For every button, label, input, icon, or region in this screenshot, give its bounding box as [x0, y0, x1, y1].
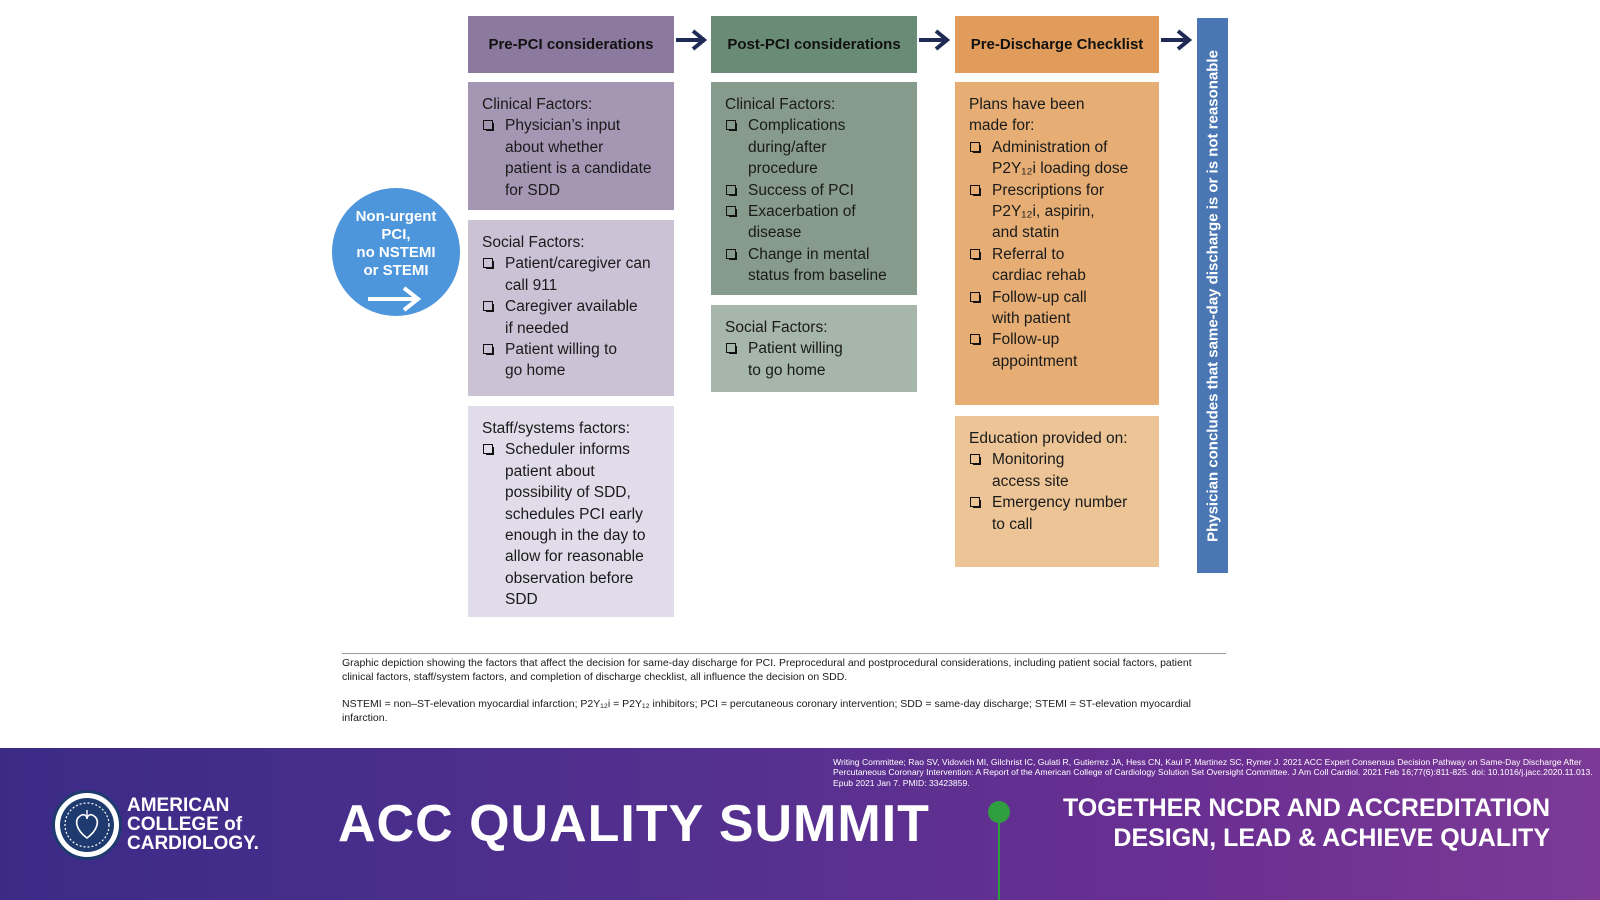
pre-pci-clinical-list [482, 115, 660, 201]
acc-seal-logo [52, 790, 122, 860]
list-item-text: Exacerbation of disease [748, 203, 856, 242]
list-item [969, 287, 1145, 330]
pre-pci-staff-heading: Staff/systems factors: [482, 420, 630, 437]
pre-discharge-education-list [969, 449, 1145, 535]
caption-divider [342, 653, 1226, 654]
caption-abbreviations: NSTEMI = non–ST-elevation myocardial infarction; P2Y₁₂i = P2Y₁₂ inhibitors; PCI = percutaneous coronary intervention; SDD = same-day discharge; STEMI = ST-elevation myocardial infarction. [342, 698, 1191, 724]
list-item [969, 180, 1145, 244]
pre-pci-social-box [468, 220, 674, 396]
pre-pci-staff-box [468, 406, 674, 617]
green-line-accent [998, 822, 1000, 900]
footer-citation: Writing Committee; Rao SV, Vidovich MI, Gilchrist IC, Gulati R, Gutierrez JA, Hess CN, Kaul P, Martinez SC, Rymer J. 2021 ACC Expert Consensus Decision Pathway on Same-Day Discharge After Percutaneous Coronary Intervention: A Report of the American College of Cardiology Solution Set Oversight Committee. J Am Coll Cardiol. 2021 Feb 16;77(6):811-825. doi: 10.1016/j.jacc.2020.11.013. Epub 2021 Jan 7. PMID: 33423859. [833, 757, 1593, 788]
list-item [725, 115, 903, 179]
pre-discharge-plans-heading: Plans have been made for: [969, 96, 1085, 135]
green-dot-accent [988, 801, 1010, 823]
list-item-text: Monitoring access site [992, 451, 1069, 490]
conclusion-bar [1197, 18, 1228, 573]
list-item [969, 137, 1145, 180]
pre-pci-header [468, 16, 674, 73]
list-item [725, 201, 903, 244]
list-item-text: Follow-up call with patient [992, 288, 1087, 328]
post-pci-social-heading: Social Factors: [725, 319, 828, 336]
post-pci-header [711, 16, 917, 73]
pre-discharge-education-box [955, 416, 1159, 567]
checkbox-icon [726, 120, 736, 130]
checkbox-icon [726, 206, 736, 216]
arrow-right-icon [366, 284, 426, 314]
pre-pci-clinical-heading: Clinical Factors: [482, 96, 593, 113]
pre-pci-social-heading: Social Factors: [482, 234, 585, 251]
heart-emblem-icon [60, 798, 114, 852]
tagline-line2: DESIGN, LEAD & ACHIEVE QUALITY [1113, 824, 1550, 852]
list-item [482, 296, 660, 339]
pre-pci-staff-list [482, 439, 660, 610]
list-item-text: Referral to cardiac rehab [992, 245, 1086, 285]
list-item-text: Change in mental status from baseline [748, 245, 887, 285]
post-pci-title: Post-PCI considerations [727, 36, 901, 53]
checkbox-icon [970, 334, 980, 344]
checkbox-icon [726, 249, 736, 259]
tagline-line1: TOGETHER NCDR AND ACCREDITATION [1062, 794, 1550, 822]
arrow-right-icon [674, 28, 708, 52]
list-item [969, 244, 1145, 287]
list-item [969, 329, 1145, 372]
list-item [482, 439, 660, 610]
list-item [482, 115, 660, 201]
pre-pci-clinical-box [468, 82, 674, 210]
pre-discharge-title: Pre-Discharge Checklist [970, 36, 1144, 53]
checkbox-icon [483, 120, 493, 130]
list-item-text: Physician’s input about whether patient is a candidate for SDD [505, 117, 652, 199]
list-item [482, 253, 660, 296]
checkbox-icon [970, 249, 980, 259]
list-item [725, 338, 903, 381]
checkbox-icon [483, 258, 493, 268]
post-pci-social-list [725, 338, 903, 381]
list-item-text: Follow-up appointment [992, 331, 1078, 370]
checkbox-icon [970, 292, 980, 302]
list-item-text: Patient/caregiver can call 911 [505, 255, 651, 294]
list-item-text: Scheduler informs patient about possibility of SDD, schedules PCI early enough in the day to allow for reasonable observation before SDD [505, 441, 646, 609]
pre-pci-title: Pre-PCI considerations [488, 36, 654, 53]
list-item [482, 339, 660, 382]
list-item-text: Patient willing to go home [505, 341, 618, 380]
list-item [969, 492, 1145, 535]
list-item-text: Caregiver available if needed [505, 298, 638, 337]
list-item-text: Administration of P2Y₁₂i loading dose [992, 138, 1129, 178]
acc-wordmark-line1: AMERICAN [127, 795, 230, 816]
acc-seal-inner [60, 798, 114, 852]
checkbox-icon [726, 185, 736, 195]
list-item-text: Prescriptions for P2Y₁₂i, aspirin, and statin [992, 181, 1104, 242]
checkbox-icon [970, 454, 980, 464]
post-pci-clinical-heading: Clinical Factors: [725, 96, 836, 113]
pre-discharge-plans-box [955, 82, 1159, 405]
start-node [332, 188, 460, 316]
post-pci-social-box [711, 305, 917, 392]
summit-tagline [1020, 793, 1550, 853]
arrow-right-icon [917, 28, 951, 52]
start-node-label: Non-urgent PCI, no NSTEMI or STEMI [355, 208, 437, 279]
acc-wordmark [127, 796, 259, 853]
acc-wordmark-line3: CARDIOLOGY. [127, 833, 259, 854]
list-item-text: Patient willing to go home [748, 340, 843, 379]
list-item [725, 244, 903, 287]
conclusion-text: Physician concludes that same-day discharge is or is not reasonable [1204, 49, 1221, 542]
list-item [725, 180, 903, 201]
checkbox-icon [483, 344, 493, 354]
checkbox-icon [970, 142, 980, 152]
post-pci-clinical-box [711, 82, 917, 295]
list-item-text: Emergency number to call [992, 494, 1128, 533]
checkbox-icon [970, 185, 980, 195]
post-pci-clinical-list [725, 115, 903, 286]
summit-title: ACC QUALITY SUMMIT [338, 795, 930, 853]
pre-discharge-header [955, 16, 1159, 73]
list-item-text: Success of PCI [748, 181, 854, 199]
list-item-text: Complications during/after procedure [748, 117, 846, 178]
checkbox-icon [726, 343, 736, 353]
pre-discharge-education-heading: Education provided on: [969, 430, 1128, 447]
checkbox-icon [483, 444, 493, 454]
checkbox-icon [483, 301, 493, 311]
arrow-right-icon [1159, 28, 1193, 52]
acc-wordmark-line2: COLLEGE of [127, 814, 243, 835]
pre-pci-social-list [482, 253, 660, 381]
checkbox-icon [970, 497, 980, 507]
list-item [969, 449, 1145, 492]
pre-discharge-plans-list [969, 137, 1145, 372]
caption-description: Graphic depiction showing the factors that affect the decision for same-day discharge for PCI. Preprocedural and postprocedural considerations, including patient social factors, patient clinical factors, staff/system factors, and completion of discharge checklist, all influence the decision on SDD. [342, 657, 1192, 683]
